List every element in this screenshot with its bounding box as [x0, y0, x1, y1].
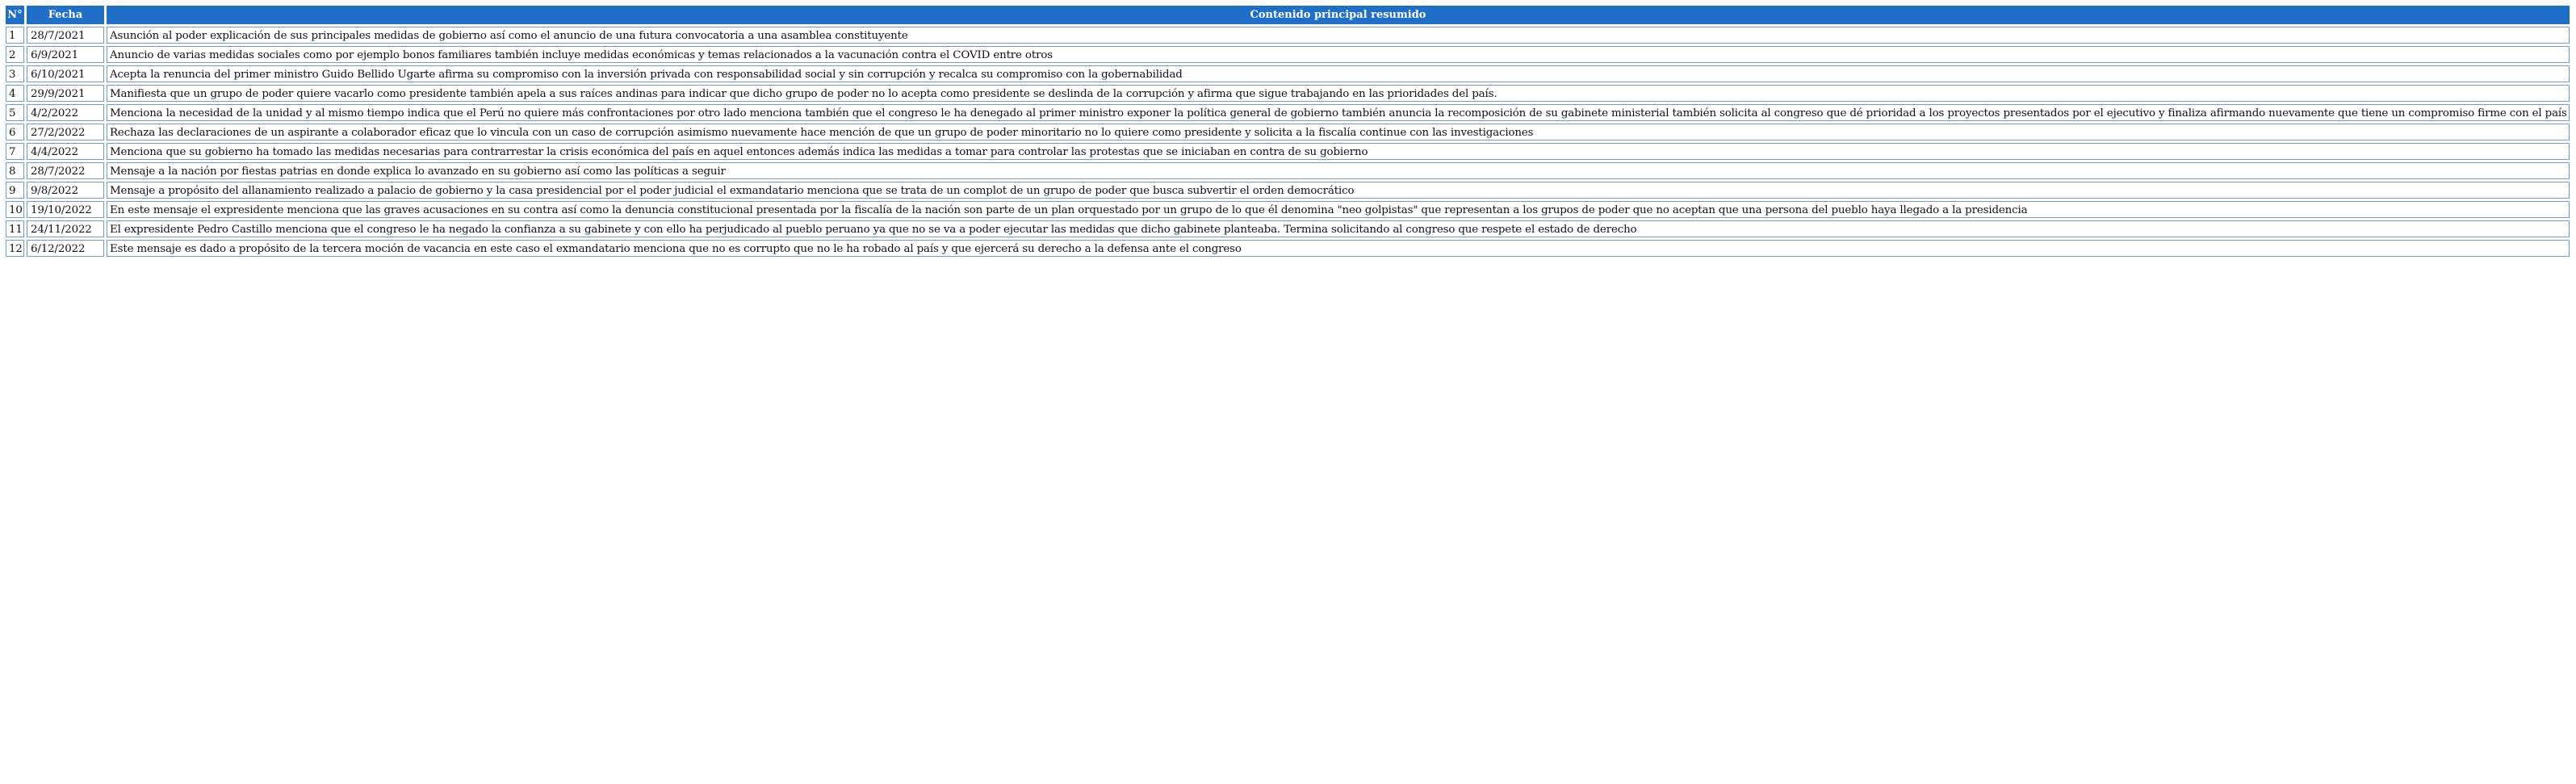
row-date-cell: 24/11/2022: [27, 220, 104, 237]
row-number-cell: 12: [6, 240, 24, 257]
row-number-cell: 11: [6, 220, 24, 237]
row-date-cell: 9/8/2022: [27, 182, 104, 199]
table-row: [6, 104, 2570, 121]
row-date-cell: 6/12/2022: [27, 240, 104, 257]
row-number-cell: 3: [6, 65, 24, 82]
row-date-cell: 27/2/2022: [27, 124, 104, 140]
header-row: [6, 6, 2570, 24]
row-date-cell: 4/4/2022: [27, 143, 104, 160]
row-content-cell: Manifiesta que un grupo de poder quiere vacarlo como presidente también apela a sus raíces andinas para indicar que dicho grupo de poder no lo acepta como presidente se deslinda de la corrupción y afirma que sigue trabajando en las prioridades del país.: [107, 85, 2570, 102]
table-row: [6, 65, 2570, 82]
row-number-cell: 1: [6, 27, 24, 44]
row-content-cell: Mensaje a propósito del allanamiento realizado a palacio de gobierno y la casa presidencial por el poder judicial el exmandatario menciona que se trata de un complot de un grupo de poder que busca subvertir el orden democrático: [107, 182, 2570, 199]
row-content-cell: Menciona la necesidad de la unidad y al mismo tiempo indica que el Perú no quiere más confrontaciones por otro lado menciona también que el congreso le ha denegado al primer ministro exponer la política general de gobierno también anuncia la recomposición de su gabinete ministerial también solicita al congreso que dé prioridad a los proyectos presentados por el ejecutivo y finaliza afirmando nuevamente que tiene un compromiso firme con el país: [107, 104, 2570, 121]
speech-summary-table-container: [3, 3, 2572, 259]
row-number-cell: 9: [6, 182, 24, 199]
row-number-cell: 2: [6, 46, 24, 63]
row-date-cell: 6/10/2021: [27, 65, 104, 82]
row-number-cell: 10: [6, 201, 24, 218]
row-content-cell: En este mensaje el expresidente menciona que las graves acusaciones en su contra así como la denuncia constitucional presentada por la fiscalía de la nación son parte de un plan orquestado por un grupo de lo que él denomina "neo golpistas" que representan a los grupos de poder que no aceptan que una persona del pueblo haya llegado a la presidencia: [107, 201, 2570, 218]
table-row: [6, 85, 2570, 102]
row-content-cell: Asunción al poder explicación de sus principales medidas de gobierno así como el anuncio de una futura convocatoria a una asamblea constituyente: [107, 27, 2570, 44]
table-row: [6, 182, 2570, 199]
table-row: [6, 201, 2570, 218]
header-number: N°: [6, 6, 24, 24]
row-content-cell: Acepta la renuncia del primer ministro Guido Bellido Ugarte afirma su compromiso con la inversión privada con responsabilidad social y sin corrupción y recalca su compromiso con la gobernabilidad: [107, 65, 2570, 82]
table-row: [6, 220, 2570, 237]
table-row: [6, 46, 2570, 63]
row-date-cell: 28/7/2022: [27, 162, 104, 179]
row-content-cell: Menciona que su gobierno ha tomado las medidas necesarias para contrarrestar la crisis económica del país en aquel entonces además indica las medidas a tomar para controlar las protestas que se iniciaban en contra de su gobierno: [107, 143, 2570, 160]
table-body: [6, 27, 2570, 257]
speech-summary-table: [3, 3, 2572, 259]
table-row: [6, 240, 2570, 257]
row-number-cell: 4: [6, 85, 24, 102]
row-content-cell: Este mensaje es dado a propósito de la tercera moción de vacancia en este caso el exmandatario menciona que no es corrupto que no le ha robado al país y que ejercerá su derecho a la defensa ante el congreso: [107, 240, 2570, 257]
table-row: [6, 143, 2570, 160]
row-content-cell: Mensaje a la nación por fiestas patrias en donde explica lo avanzado en su gobierno así como las políticas a seguir: [107, 162, 2570, 179]
row-number-cell: 8: [6, 162, 24, 179]
row-date-cell: 19/10/2022: [27, 201, 104, 218]
row-number-cell: 6: [6, 124, 24, 140]
table-row: [6, 162, 2570, 179]
row-content-cell: Rechaza las declaraciones de un aspirante a colaborador eficaz que lo vincula con un caso de corrupción asimismo nuevamente hace mención de que un grupo de poder minoritario no lo quiere como presidente y solicita a la fiscalía continue con las investigaciones: [107, 124, 2570, 140]
row-number-cell: 7: [6, 143, 24, 160]
header-content: Contenido principal resumido: [107, 6, 2570, 24]
row-content-cell: Anuncio de varias medidas sociales como por ejemplo bonos familiares también incluye medidas económicas y temas relacionados a la vacunación contra el COVID entre otros: [107, 46, 2570, 63]
row-number-cell: 5: [6, 104, 24, 121]
table-header: [6, 6, 2570, 24]
row-date-cell: 29/9/2021: [27, 85, 104, 102]
header-date: Fecha: [27, 6, 104, 24]
row-date-cell: 4/2/2022: [27, 104, 104, 121]
row-date-cell: 6/9/2021: [27, 46, 104, 63]
row-date-cell: 28/7/2021: [27, 27, 104, 44]
table-row: [6, 27, 2570, 44]
row-content-cell: El expresidente Pedro Castillo menciona que el congreso le ha negado la confianza a su gabinete y con ello ha perjudicado al pueblo peruano ya que no se va a poder ejecutar las medidas que dicho gabinete planteaba. Termina solicitando al congreso que respete el estado de derecho: [107, 220, 2570, 237]
table-row: [6, 124, 2570, 140]
